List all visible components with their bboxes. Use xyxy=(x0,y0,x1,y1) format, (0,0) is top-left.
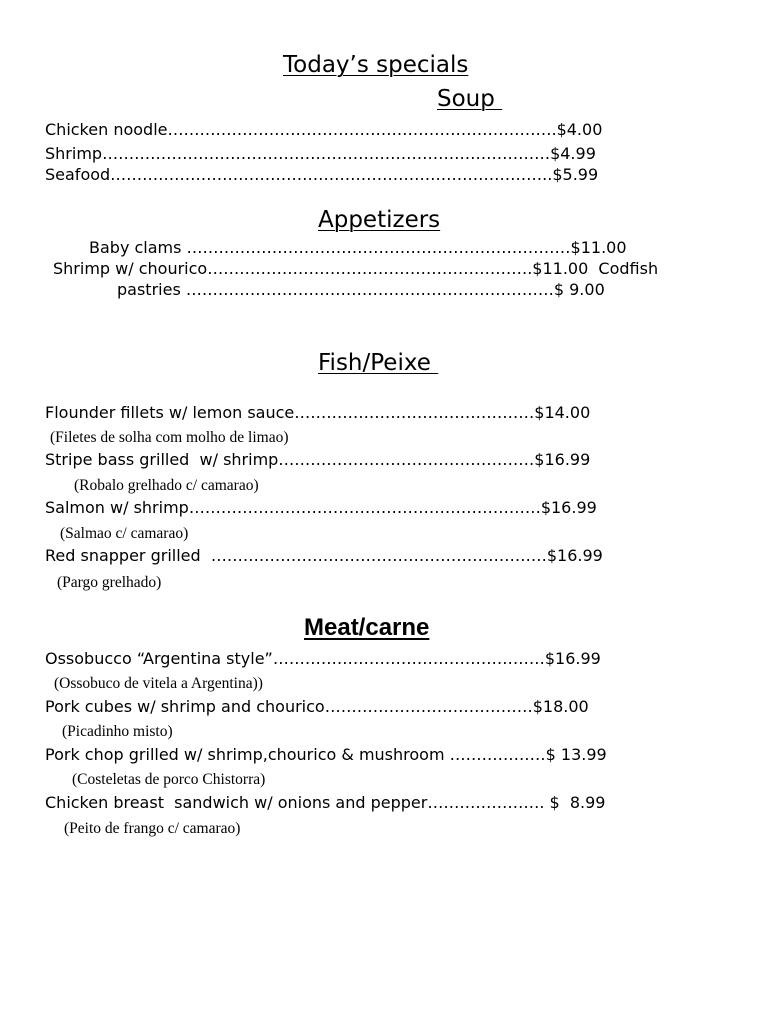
fish-item-red-snapper-translation: (Pargo grelhado) xyxy=(57,574,162,591)
meat-item-pork-chop: Pork chop grilled w/ shrimp,chourico & mushroom ………………$ 13.99 xyxy=(45,745,607,764)
fish-item-salmon: Salmon w/ shrimp…………………………………………………………$16.99 xyxy=(45,498,597,517)
meat-item-chicken-breast: Chicken breast sandwich w/ onions and pepper…………………. $ 8.99 xyxy=(45,793,606,812)
appetizer-item-shrimp-chourico: Shrimp w/ chourico…………………………………………………….$11.00 Codfish xyxy=(53,259,659,278)
soup-item-seafood: Seafood………………………………………………………………………..$5.99 xyxy=(45,165,599,184)
page-title: Today’s specials xyxy=(283,52,469,78)
fish-item-stripe-bass: Stripe bass grilled w/ shrimp…………………………………………$16.99 xyxy=(45,450,591,469)
fish-item-stripe-bass-translation: (Robalo grelhado c/ camarao) xyxy=(74,477,259,494)
soup-item-chicken-noodle: Chicken noodle……………………………………………………………….$4.00 xyxy=(45,120,603,139)
fish-item-red-snapper: Red snapper grilled ………………………………………………………$16.99 xyxy=(45,546,603,565)
appetizer-item-baby-clams: Baby clams ………………………………………………………………$11.00 xyxy=(89,238,627,257)
fish-item-flounder: Flounder fillets w/ lemon sauce………………………………………$14.00 xyxy=(45,403,591,422)
soup-item-shrimp: Shrimp…………………………………………………………………………$4.99 xyxy=(45,144,596,163)
meat-item-pork-cubes-translation: (Picadinho misto) xyxy=(62,723,173,740)
meat-item-pork-chop-translation: (Costeletas de porco Chistorra) xyxy=(72,771,266,788)
meat-item-ossobucco-translation: (Ossobuco de vitela a Argentina)) xyxy=(54,675,263,692)
fish-item-flounder-translation: (Filetes de solha com molho de limao) xyxy=(50,429,289,446)
soup-heading: Soup xyxy=(437,86,503,112)
appetizer-item-codfish-pastries: pastries ……………………………………………………………$ 9.00 xyxy=(117,280,605,299)
fish-item-salmon-translation: (Salmao c/ camarao) xyxy=(60,525,189,542)
fish-heading: Fish/Peixe xyxy=(318,350,439,376)
appetizers-heading: Appetizers xyxy=(318,207,441,233)
meat-item-ossobucco: Ossobucco “Argentina style”……………………………………………$16.99 xyxy=(45,649,601,668)
meat-heading: Meat/carne xyxy=(304,614,430,641)
meat-item-chicken-breast-translation: (Peito de frango c/ camarao) xyxy=(64,820,241,837)
meat-item-pork-cubes: Pork cubes w/ shrimp and chourico…………………………………$18.00 xyxy=(45,697,589,716)
